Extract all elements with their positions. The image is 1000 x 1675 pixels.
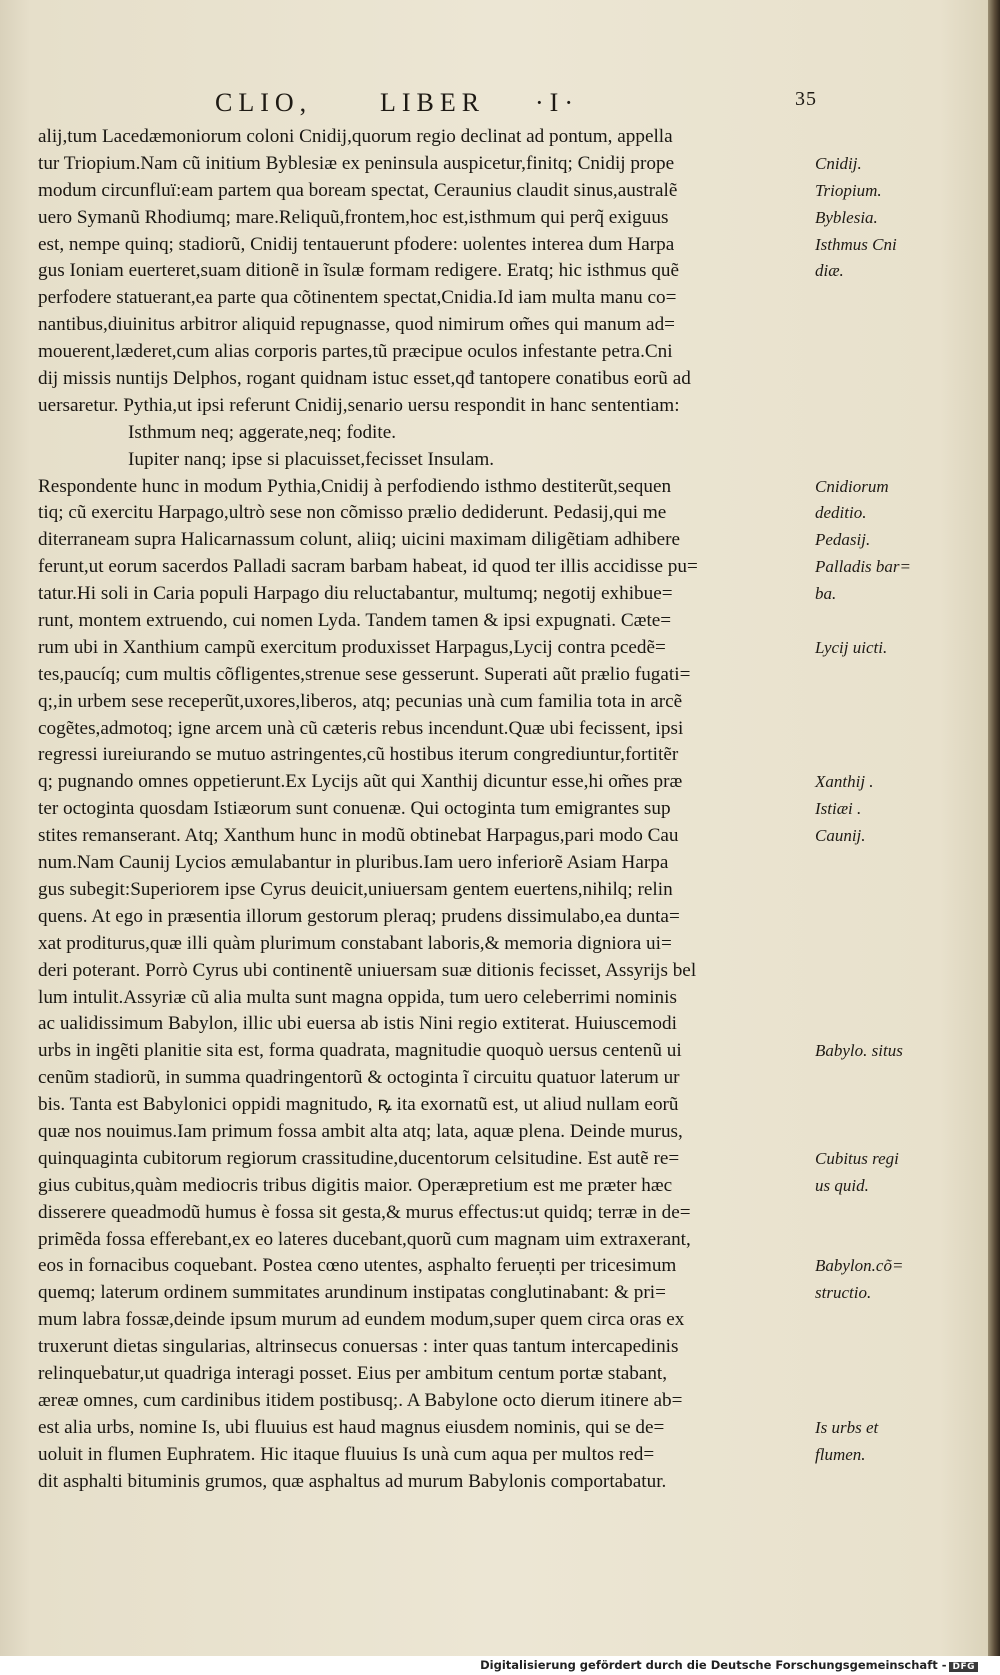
text-line: eos in fornacibus coquebant. Postea cœno utentes, asphalto ferueņti per tricesimum xyxy=(38,1255,677,1277)
text-line: cenũm stadiorũ, in summa quadringentorũ & octoginta ĩ circuitu quatuor laterum ur xyxy=(38,1067,680,1089)
header-book-name: CLIO, xyxy=(215,88,313,117)
running-header xyxy=(215,88,835,118)
margin-note: ba. xyxy=(815,584,837,604)
margin-note: Istiæi . xyxy=(815,799,862,819)
text-line: gus subegit:Superiorem ipse Cyrus deuicit,uniuersam gentem euertens,nihilq; relin xyxy=(38,878,673,900)
margin-note: Caunij. xyxy=(815,826,866,846)
text-line: dij missis nuntijs Delphos, rogant quidnam istuc esset,qđ tantopere conatibus eorũ ad xyxy=(38,368,691,390)
text-line: est, nempe quinq; stadiorũ, Cnidij tentauerunt pfodere: uolentes interea dum Harpa xyxy=(38,233,675,255)
margin-note: Is urbs et xyxy=(815,1417,879,1437)
text-line: primẽda fossa efferebant,ex eo lateres ducebant,quorũ cum magnam uim extraxerant, xyxy=(38,1228,691,1250)
footer-bar xyxy=(0,1656,1000,1675)
text-line: tur Triopium.Nam cũ initium Byblesiæ ex peninsula auspicetur,finitq; Cnidij prope xyxy=(38,152,675,174)
margin-note: deditio. xyxy=(815,503,867,523)
text-line: gus Ioniam euerteret,suam ditionẽ in ĩsulæ formam redigere. Eratq; hic isthmus quẽ xyxy=(38,260,680,282)
margin-note: Isthmus Cni xyxy=(815,234,897,254)
margin-note: Lycij uicti. xyxy=(815,637,888,657)
text-line: stites remanserant. Atq; Xanthum hunc in modũ obtinebat Harpagus,pari modo Cau xyxy=(38,825,679,847)
margin-note: Byblesia. xyxy=(815,207,878,227)
header-liber: LIBER xyxy=(380,88,486,117)
text-line: uero Symanũ Rhodiumq; mare.Reliquũ,frontem,hoc est,isthmum qui perq̃ exiguus xyxy=(38,206,669,228)
text-line: uoluit in flumen Euphratem. Hic itaque fluuius Is unà cum aqua per multos red= xyxy=(38,1443,655,1465)
text-line: num.Nam Caunij Lycios æmulabantur in pluribus.Iam uero inferiorẽ Asiam Harpa xyxy=(38,852,669,874)
text-line: perfodere statuerant,ea parte qua cõtinentem spectat,Cnidia.Id iam multa manu co= xyxy=(38,287,677,309)
text-line: modum circunfluï:eam partem qua boream spectat, Ceraunius claudit sinus,australẽ xyxy=(38,179,678,201)
text-line: disserere queadmodũ humus è fossa sit gesta,& murus effectus:ut quidq; terræ in de= xyxy=(38,1201,691,1223)
text-line: quens. At ego in præsentia illorum gestorum pleraq; prudens dissimulabo,ea dunta= xyxy=(38,905,680,927)
text-line: mum labra fossæ,deinde ipsum murum ad eundem modum,super quem circa oras ex xyxy=(38,1309,685,1331)
margin-note: diæ. xyxy=(815,261,844,281)
text-line: ferunt,ut eorum sacerdos Palladi sacram barbam habeat, id quod ter illis accidisse pu= xyxy=(38,556,698,578)
text-line: tatur.Hi soli in Caria populi Harpago diu reluctabantur, multumq; negotij exhibue= xyxy=(38,583,673,605)
marginal-notes xyxy=(815,124,915,1495)
margin-note: Cubitus regi xyxy=(815,1148,899,1168)
text-line: uersaretur. Pythia,ut ipsi referunt Cnidij,senario uersu respondit in hanc sententiam: xyxy=(38,394,680,416)
margin-note: Cnidij. xyxy=(815,153,862,173)
text-line: nantibus,diuinitus arbitror aliquid repugnasse, quod nimirum om̃es qui manum ad= xyxy=(38,314,675,336)
text-line: tiq; cũ exercitu Harpago,ultrò sese non cõmisso prælio dediderunt. Pedasij,qui me xyxy=(38,502,667,524)
page-edge xyxy=(988,0,1000,1656)
text-line: gius cubitus,quàm mediocris tribus digitis maior. Operæpretium est me præter hæc xyxy=(38,1174,673,1196)
margin-note: Triopium. xyxy=(815,180,882,200)
text-line: Iupiter nanq; ipse si placuisset,fecisset Insulam. xyxy=(128,448,495,470)
text-line: q;,in urbem sese receperũt,uxores,liberos, atq; pecunias unà cum familia tota in arcẽ xyxy=(38,690,683,712)
margin-note: structio. xyxy=(815,1283,872,1303)
margin-note: us quid. xyxy=(815,1175,869,1195)
text-line: est alia urbs, nomine Is, ubi fluuius est haud magnus eiusdem nominis, qui se de= xyxy=(38,1416,665,1438)
margin-note: Pedasij. xyxy=(815,530,871,550)
text-line: lum intulit.Assyriæ cũ alia multa sunt magna oppida, tum uero celeberrimi nominis xyxy=(38,986,677,1008)
text-line: bis. Tanta est Babylonici oppidi magnitudo, ꝶ ita exornatũ est, ut aliud nullam eorũ xyxy=(38,1094,679,1116)
margin-note: Cnidiorum xyxy=(815,476,889,496)
text-line: quinquaginta cubitorum regiorum crassitudine,ducentorum celsitudine. Est autẽ re= xyxy=(38,1147,680,1169)
margin-note: Babylo. situs xyxy=(815,1041,903,1061)
text-line: deri poterant. Porrò Cyrus ubi continentẽ uniuersam suæ ditionis fecisset, Assyrijs bel xyxy=(38,959,697,981)
margin-note: Palladis bar= xyxy=(815,557,912,577)
text-line: xat proditurus,quæ illi quàm plurimum constabant laboris,& memoria digniora ui= xyxy=(38,932,672,954)
main-text-block xyxy=(38,124,808,1495)
text-line: relinquebatur,ut quadriga interagi posset. Eius per ambitum centum portæ stabant, xyxy=(38,1362,668,1384)
funding-credit-text: Digitalisierung gefördert durch die Deutsche Forschungsgemeinschaft - xyxy=(480,1658,947,1672)
margin-note: Xanthij . xyxy=(815,772,874,792)
text-line: ter octoginta quosdam Istiæorum sunt conuenæ. Qui octoginta tum emigrantes sup xyxy=(38,798,671,820)
text-line: ac ualidissimum Babylon, illic ubi euersa ab istis Nini regio extiterat. Huiuscemodi xyxy=(38,1013,677,1035)
text-line: rum ubi in Xanthium campũ exercitum produxisset Harpagus,Lycij contra pcedẽ= xyxy=(38,636,666,658)
text-line: Isthmum neq; aggerate,neq; fodite. xyxy=(128,421,397,443)
text-line: dit asphalti bituminis grumos, quæ asphaltus ad murum Babylonis comportabatur. xyxy=(38,1470,667,1492)
text-line: runt, montem extruendo, cui nomen Lyda. Tandem tamen & ipsi expugnati. Cæte= xyxy=(38,610,672,632)
text-line: mouerent,læderet,cum alias corporis partes,tũ præcipue oculos infestante petra.Cni xyxy=(38,341,673,363)
page-number: 35 xyxy=(795,88,817,110)
text-line: cogẽtes,admotoq; igne arcem unà cũ cæteris rebus incendunt.Quæ ubi fecissent, ipsi xyxy=(38,717,684,739)
text-line: tes,paucíq; cum multis cõfligentes,strenue sese gesserunt. Superati aũt prælio fugati= xyxy=(38,663,691,685)
text-line: regressi iureiurando se mutuo astringentes,cũ hostibus iterum congrediuntur,fortitẽr xyxy=(38,744,679,766)
text-line: alij,tum Lacedæmoniorum coloni Cnidij,quorum regio declinat ad pontum, appella xyxy=(38,126,673,147)
funding-credit xyxy=(480,1658,978,1672)
text-line: Respondente hunc in modum Pythia,Cnidij à perfodiendo isthmo destiterũt,sequen xyxy=(38,475,672,497)
text-line: diterraneam supra Halicarnassum colunt, aliiq; uicini maximam diligẽtiam adhibere xyxy=(38,529,681,551)
text-line: æreæ omnes, cum cardinibus itidem postibusq;. A Babylone octo dierum itinere ab= xyxy=(38,1389,683,1411)
text-line: quemq; laterum ordinem summitates arundinum instipatas conglutinabant: & pri= xyxy=(38,1282,666,1304)
text-line: quæ nos nouimus.Iam primum fossa ambit alta atq; lata, aquæ plena. Deinde murus, xyxy=(38,1120,683,1142)
text-line: q; pugnando omnes oppetierunt.Ex Lycijs aũt qui Xanthij dicuntur esse,hi om̃es præ xyxy=(38,771,683,793)
margin-note: flumen. xyxy=(815,1444,866,1464)
text-line: urbs in ingẽti planitie sita est, forma quadrata, magnitudie quoquò uersus centenũ ui xyxy=(38,1040,682,1062)
dfg-logo: DFG xyxy=(949,1662,978,1672)
header-book-number: ·I· xyxy=(535,88,579,117)
text-line: truxerunt dietas singularias, altrinsecus conuersas : inter quas tantum intercapedinis xyxy=(38,1336,679,1358)
margin-note: Babylon.cõ= xyxy=(815,1256,904,1276)
